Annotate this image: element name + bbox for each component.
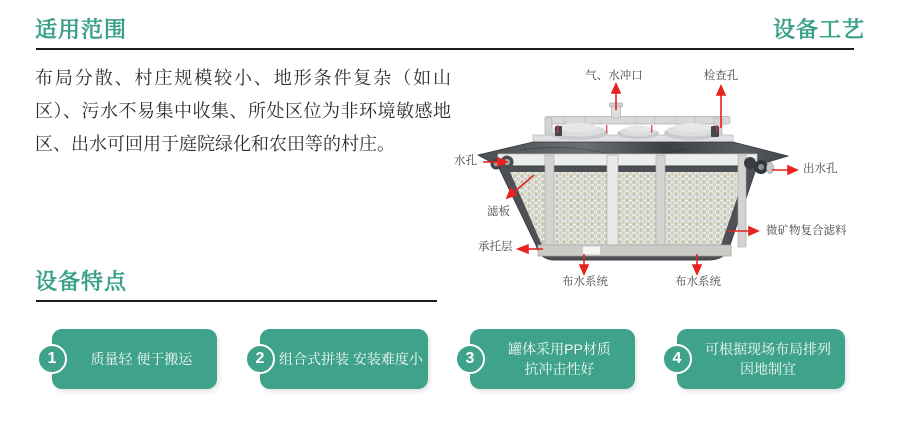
feature-card-2 <box>255 329 428 389</box>
scope-description: 布局分散、村庄规模较小、地形条件复杂（如山区）、污水不易集中收集、所处区位为非环境敏感地区、出水可回用于庭院绿化和农田等的村庄。 <box>35 68 451 154</box>
feature-card-4 <box>672 329 845 389</box>
arrow-outlet-hole <box>772 166 797 174</box>
feature-text: 可根据现场布局排列 <box>705 341 831 357</box>
process-section-title: 设备工艺 <box>772 17 865 42</box>
tank-illustration <box>450 60 880 295</box>
feature-text: 抗冲击性好 <box>524 361 595 377</box>
features-divider-rule <box>36 300 437 302</box>
feature-card-3 <box>465 329 635 389</box>
support-layer-bar <box>538 245 731 256</box>
label-distribution-left: 布水系统 <box>562 276 608 288</box>
label-support-layer: 承托层 <box>478 241 513 253</box>
label-distribution-right: 布水系统 <box>675 276 721 288</box>
label-air-water-port: 气、水冲口 <box>585 70 643 82</box>
label-composite-media: 微矿物复合滤料 <box>766 225 847 237</box>
label-water-hole: 水孔 <box>454 155 477 167</box>
scope-section-title: 适用范围 <box>35 17 128 42</box>
label-inspection-hole: 检查孔 <box>703 70 739 82</box>
top-divider-rule <box>36 48 854 50</box>
feature-number-badge-2: 2 <box>245 344 275 374</box>
label-filter-plate: 滤板 <box>487 206 510 218</box>
feature-number-badge-3: 3 <box>455 344 485 374</box>
feature-text: 组合式拼装 安装难度小 <box>279 351 423 367</box>
feature-number-badge-4: 4 <box>662 344 692 374</box>
feature-text: 因地制宜 <box>740 361 796 377</box>
feature-text: 罐体采用PP材质 <box>508 341 611 357</box>
label-outlet-hole: 出水孔 <box>803 163 838 175</box>
feature-text: 质量轻 便于搬运 <box>90 351 193 367</box>
feature-number-badge-1: 1 <box>37 344 67 374</box>
feature-card-1 <box>47 329 217 389</box>
dome-lids <box>533 123 733 144</box>
features-section-title: 设备特点 <box>35 269 128 294</box>
equipment-diagram <box>450 60 880 295</box>
